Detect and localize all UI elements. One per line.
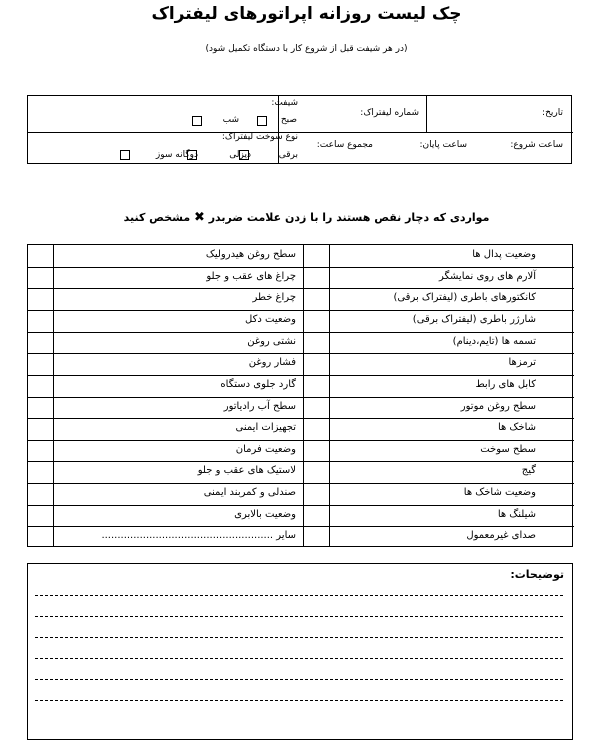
checklist-mark-cell[interactable] (547, 333, 571, 353)
fuel-dual-checkbox[interactable] (120, 150, 130, 160)
row-divider (28, 526, 574, 527)
fuel-option-diesel: دیزلی (229, 150, 251, 160)
checklist-mark-cell[interactable] (29, 441, 52, 461)
checklist-table (27, 244, 573, 547)
checklist-item: آلارم های روی نمایشگر (438, 270, 536, 282)
page-title: چک لیست روزانه اپراتورهای لیفتراک (151, 4, 462, 24)
checklist-mark-cell[interactable] (29, 333, 52, 353)
instruction-line (0, 210, 613, 225)
row-divider (28, 267, 574, 268)
instruction-text: مواردی که دچار نقص هستند را با زدن علامت ضربدر (208, 211, 490, 224)
checklist-item: کابل های رابط (475, 378, 536, 390)
checklist-mark-cell[interactable] (547, 506, 571, 526)
row-divider (28, 288, 574, 289)
shift-morning-checkbox[interactable] (257, 116, 267, 126)
notes-line[interactable] (35, 679, 563, 680)
checklist-item: سطح روغن موتور (460, 400, 536, 412)
row-divider (28, 440, 574, 441)
fuel-option-electric: برقی (278, 150, 298, 160)
row-divider (28, 505, 574, 506)
checklist-item: وضعیت فرمان (235, 443, 296, 455)
checklist-item: گیج (521, 465, 536, 477)
column-divider (53, 245, 54, 546)
checklist-item: شاخک ها (497, 422, 536, 434)
checklist-item: تسمه ها (تایم،دینام) (452, 335, 536, 347)
checklist-item: صندلی و کمربند ایمنی (203, 487, 296, 499)
shift-label: شیفت: (271, 98, 298, 108)
checklist-item: تجهیزات ایمنی (235, 422, 296, 434)
shift-night-checkbox[interactable] (192, 116, 202, 126)
checklist-mark-cell[interactable] (547, 246, 571, 266)
checklist-item: وضعیت پدال ها (472, 249, 536, 260)
page-subtitle: (در هر شیفت قبل از شروع کار با دستگاه تکمیل شود) (205, 44, 408, 54)
row-divider (28, 397, 574, 398)
row-divider (28, 483, 574, 484)
end-time-label: ساعت پایان: (419, 140, 467, 150)
info-divider (28, 132, 573, 133)
forklift-number-label: شماره لیفتراک: (360, 108, 419, 118)
row-divider (28, 353, 574, 354)
checklist-item: لاستیک های عقب و جلو (197, 465, 296, 477)
checklist-mark-cell[interactable] (547, 398, 571, 418)
checklist-item: وضعیت دکل (245, 313, 296, 325)
checklist-mark-cell[interactable] (547, 354, 571, 374)
info-box (27, 95, 572, 164)
checklist-mark-cell[interactable] (29, 462, 52, 482)
checklist-item: گارد جلوی دستگاه (220, 378, 296, 390)
checklist-item: وضعیت شاخک ها (463, 487, 536, 499)
checklist-item: سطح آب رادیاتور (223, 400, 296, 412)
checklist-mark-cell[interactable] (29, 376, 52, 396)
checklist-item: شیلنگ ها (497, 508, 536, 520)
fuel-option-dual: دوگانه سوز (155, 150, 198, 160)
checklist-mark-cell[interactable] (29, 506, 52, 526)
checklist-item: سایر ...................................................... (101, 530, 296, 542)
checklist-item: سطح روغن هیدرولیک (205, 249, 296, 260)
notes-title: توضیحات: (510, 568, 564, 581)
notes-line[interactable] (35, 637, 563, 638)
checklist-mark-cell[interactable] (29, 268, 52, 288)
checklist-item: کانکتورهای باطری (لیفتراک برقی) (393, 292, 536, 304)
checklist-item: نشتی روغن (247, 335, 296, 347)
checklist-mark-cell[interactable] (547, 462, 571, 482)
info-divider (426, 96, 427, 132)
notes-line[interactable] (35, 700, 563, 701)
notes-line[interactable] (35, 616, 563, 617)
checklist-mark-cell[interactable] (547, 441, 571, 461)
date-label: تاریخ: (542, 108, 563, 118)
checklist-mark-cell[interactable] (547, 484, 571, 504)
column-divider (303, 245, 304, 546)
total-time-label: مجموع ساعت: (316, 140, 373, 150)
checklist-mark-cell[interactable] (29, 354, 52, 374)
row-divider (28, 461, 574, 462)
shift-option-morning: صبح (280, 115, 297, 125)
checklist-mark-cell[interactable] (29, 484, 52, 504)
checklist-mark-cell[interactable] (29, 398, 52, 418)
column-divider (329, 245, 330, 546)
fuel-type-label: نوع سوخت لیفتراک: (221, 132, 298, 142)
checklist-mark-cell[interactable] (547, 419, 571, 439)
row-divider (28, 310, 574, 311)
checklist-item: فشار روغن (248, 357, 296, 369)
row-divider (28, 332, 574, 333)
start-time-label: ساعت شروع: (510, 140, 563, 150)
checklist-item: شارژر باطری (لیفتراک برقی) (412, 313, 536, 325)
notes-line[interactable] (35, 658, 563, 659)
instruction-tail: مشخص کنید (123, 211, 191, 224)
notes-line[interactable] (35, 595, 563, 596)
shift-option-night: شب (222, 115, 239, 125)
row-divider (28, 375, 574, 376)
checklist-mark-cell[interactable] (29, 527, 52, 547)
checklist-mark-cell[interactable] (547, 289, 571, 309)
checklist-item: ترمزها (508, 357, 536, 369)
notes-box (27, 563, 573, 740)
row-divider (28, 418, 574, 419)
checklist-mark-cell[interactable] (29, 289, 52, 309)
checklist-mark-cell[interactable] (29, 246, 52, 266)
checklist-mark-cell[interactable] (29, 311, 52, 331)
checklist-item: سطح سوخت (480, 443, 536, 455)
checklist-mark-cell[interactable] (29, 419, 52, 439)
checklist-item: وضعیت بالابری (234, 508, 296, 520)
x-mark-icon: ✖ (193, 210, 205, 225)
checklist-mark-cell[interactable] (547, 527, 571, 547)
checklist-item: چراغ های عقب و جلو (206, 270, 296, 282)
checklist-mark-cell[interactable] (547, 268, 571, 288)
checklist-item: صدای غیرمعمول (466, 530, 536, 542)
checklist-mark-cell[interactable] (547, 376, 571, 396)
checklist-mark-cell[interactable] (547, 311, 571, 331)
checklist-item: چراغ خطر (252, 292, 296, 304)
